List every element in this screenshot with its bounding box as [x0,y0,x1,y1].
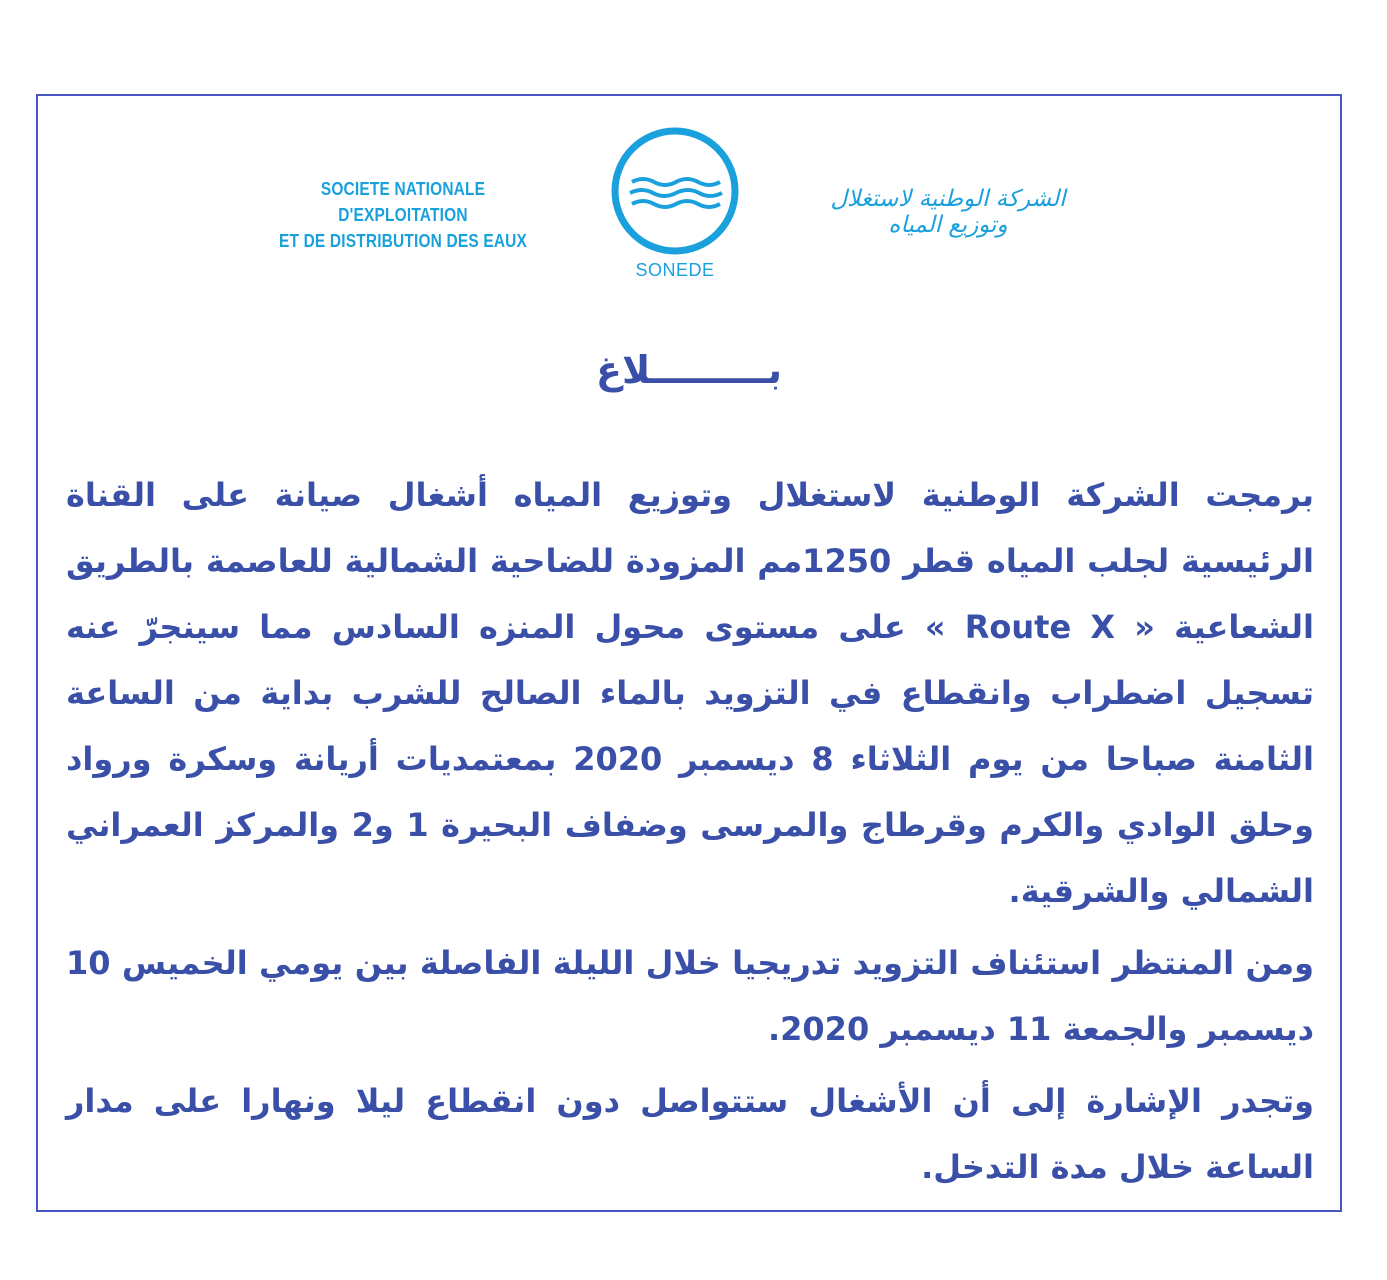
sonede-logo [610,124,740,294]
notice-title: بـــــــــلاغ [596,348,782,392]
letterhead [38,96,1340,306]
notice-body [66,462,1314,1206]
water-waves-icon [610,124,740,258]
logo-wordmark: SONEDE [635,260,715,280]
org-name-french-line-2: ET DE DISTRIBUTION DES EAUX [278,231,528,251]
org-name-arabic: الشركة الوطنية لاستغلال وتوزيع المياه [830,186,1066,238]
org-name-french-line-1: SOCIETE NATIONALE D'EXPLOITATION [320,179,486,225]
paragraph-continuous-works: وتجدر الإشارة إلى أن الأشغال ستتواصل دون انقطاع ليلا ونهارا على مدار الساعة خلال مدة التدخل. [66,1082,1314,1186]
notice-frame [36,94,1342,1212]
paragraph-works-announcement: برمجت الشركة الوطنية لاستغلال وتوزيع المياه أشغال صيانة على القناة الرئيسية لجلب المياه قطر 1250مم المزودة للضاحية الشمالية للعاصمة بالطريق الشعاعية « Route X » على مستوى محول المنزه السادس مما سينجرّ عنه تسجيل اضطراب وانقطاع في التزويد بالماء الصالح للشرب بداية من الساعة الثامنة صباحا من يوم الثلاثاء 8 ديسمبر 2020 بمعتمديات أريانة وسكرة ورواد وحلق الوادي والكرم وقرطاج والمرسى وضفاف البحيرة 1 و2 والمركز العمراني الشمالي والشرقية. [66,476,1315,910]
paragraph-resumption: ومن المنتظر استئناف التزويد تدريجيا خلال الليلة الفاصلة بين يومي الخميس 10 ديسمبر والجمعة 11 ديسمبر 2020. [66,944,1314,1048]
org-name-french [261,176,545,254]
